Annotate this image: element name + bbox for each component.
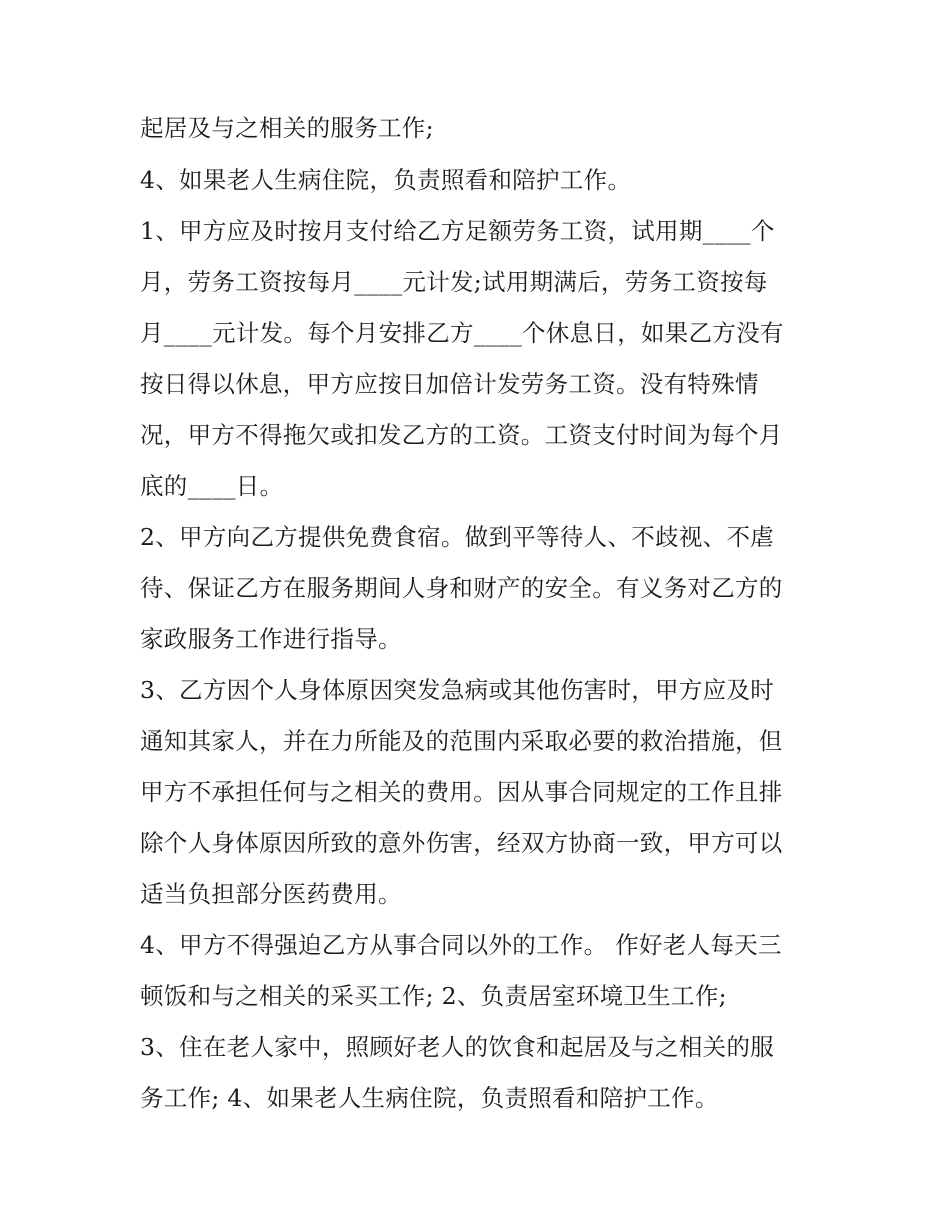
text-line: 起居及与之相关的服务工作; (140, 114, 434, 142)
text-line: 按日得以休息，甲方应按日加倍计发劳务工资。没有特殊情 (140, 370, 759, 398)
text-line: 3、乙方因个人身体原因突发急病或其他伤害时，甲方应及时 (140, 676, 775, 704)
text-line: 4、甲方不得强迫乙方从事合同以外的工作。 作好老人每天三 (140, 931, 782, 959)
text-line: 况，甲方不得拖欠或扣发乙方的工资。工资支付时间为每个月 (140, 421, 783, 449)
text-line: 甲方不承担任何与之相关的费用。因从事合同规定的工作且排 (140, 778, 783, 806)
text-line: 4、如果老人生病住院，负责照看和陪护工作。 (140, 166, 632, 194)
text-line: 月____元计发。每个月安排乙方____个休息日，如果乙方没有 (140, 319, 784, 347)
text-line: 务工作; 4、如果老人生病住院，负责照看和陪护工作。 (140, 1084, 719, 1112)
text-line: 通知其家人，并在力所能及的范围内采取必要的救治措施，但 (140, 727, 783, 755)
text-line: 3、住在老人家中，照顾好老人的饮食和起居及与之相关的服 (140, 1033, 775, 1061)
text-line: 1、甲方应及时按月支付给乙方足额劳务工资，试用期____个 (140, 217, 775, 245)
text-line: 2、甲方向乙方提供免费食宿。做到平等待人、不歧视、不虐 (140, 523, 775, 551)
text-line: 除个人身体原因所致的意外伤害，经双方协商一致，甲方可以 (140, 829, 783, 857)
text-line: 顿饭和与之相关的采买工作; 2、负责居室环境卫生工作; (140, 982, 727, 1010)
text-line: 适当负担部分医药费用。 (140, 880, 402, 908)
text-line: 底的____日。 (140, 472, 284, 500)
text-line: 家政服务工作进行指导。 (140, 625, 402, 653)
text-line: 月，劳务工资按每月____元计发;试用期满后，劳务工资按每 (140, 268, 768, 296)
text-line: 待、保证乙方在服务期间人身和财产的安全。有义务对乙方的 (140, 574, 783, 602)
